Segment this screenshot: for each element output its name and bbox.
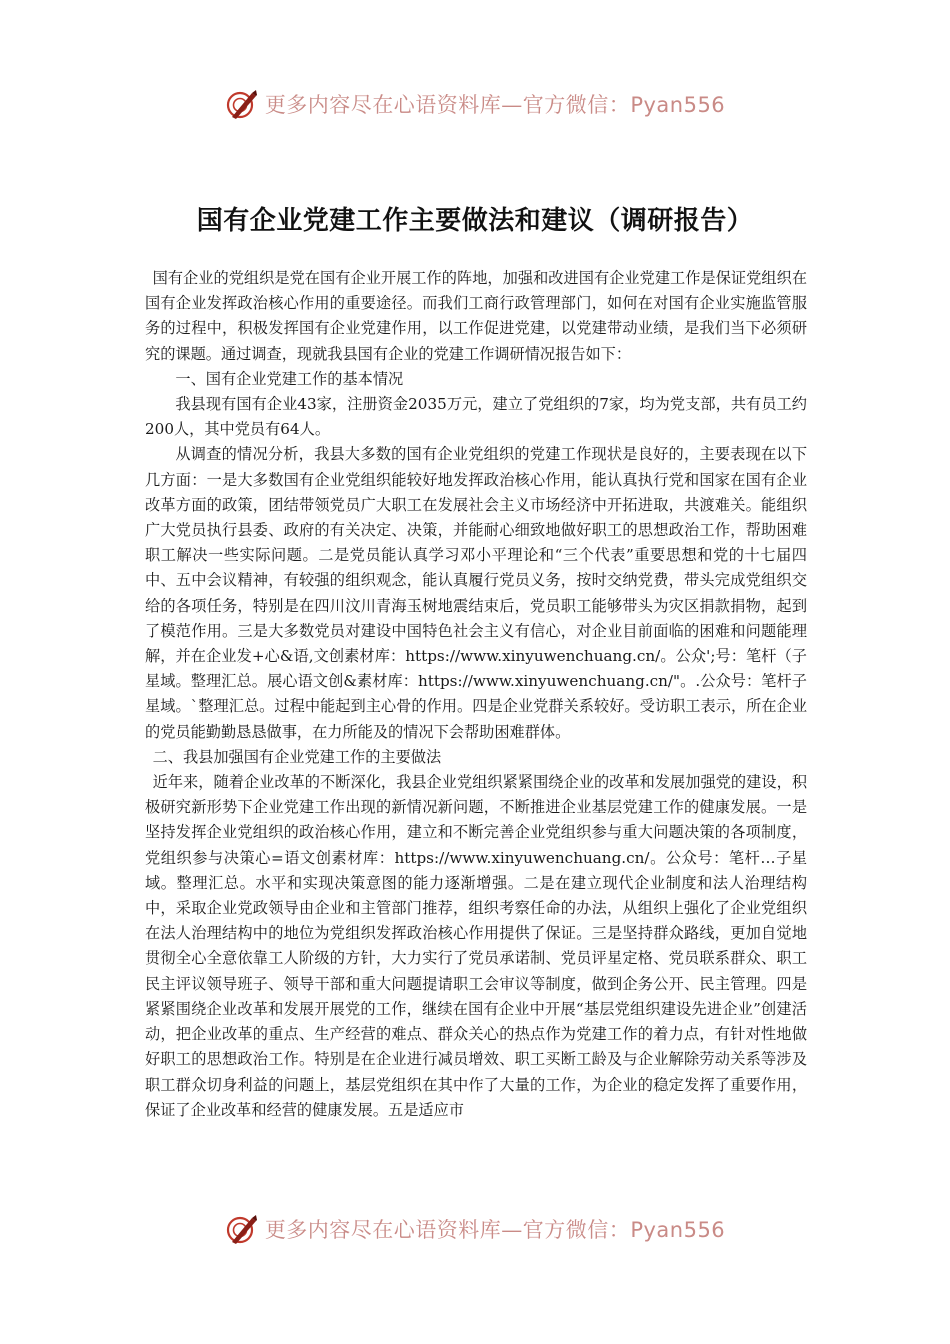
body-paragraph: 我县现有国有企业43家，注册资金2035万元，建立了党组织的7家，均为党支部，共有员工约200人，其中党员有64人。 <box>145 395 807 439</box>
banner-text: 更多内容尽在心语资料库—官方微信：Pyan556 <box>264 1218 726 1242</box>
banner-wechat-id: Pyan556 <box>630 1218 726 1242</box>
header-banner <box>0 84 950 124</box>
banner-wechat-id: Pyan556 <box>630 93 726 117</box>
footer-banner <box>0 1209 950 1249</box>
page-title: 国有企业党建工作主要做法和建议（调研报告） <box>196 206 754 236</box>
section-heading-2: 二、我县加强国有企业党建工作的主要做法 <box>152 747 442 766</box>
banner-text: 更多内容尽在心语资料库—官方微信：Pyan556 <box>264 93 726 117</box>
pen-logo-icon <box>225 1212 259 1246</box>
document-body <box>145 266 807 1123</box>
section-heading-1: 一、国有企业党建工作的基本情况 <box>175 369 404 388</box>
body-paragraph: 从调查的情况分析，我县大多数的国有企业党组织的党建工作现状是良好的，主要表现在以下几方面：一是大多数国有企业党组织能较好地发挥政治核心作用，能认真执行党和国家在国有企业改革方面的政策，团结带领党员广大职工在发展社会主义市场经济中开拓进取，共渡难关。能组织广大党员执行县委、政府的有关决定、决策，并能耐心细致地做好职工的思想政治工作，帮助困难职工解决一些实际问题。二是党员能认真学习邓小平理论和“三个代表”重要思想和党的十七届四中、五中会议精神，有较强的组织观念，能认真履行党员义务，按时交纳党费，带头完成党组织交给的各项任务，特别是在四川汶川青海玉树地震结束后，党员职工能够带头为灾区捐款捐物，起到了模范作用。三是大多数党员对建设中国特色社会主义有信心，对企业目前面临的困难和问题能理解，并在企业发+心&语,文创素材库：https://www.xinyuwenchuang.cn/。公众';号：笔杆（子星域。整理汇总。展心语文创&素材库：https://www.xinyuwenchuang.cn/"。.公众号：笔杆子星域。`整理汇总。过程中能起到主心骨的作用。四是企业党群关系较好。受访职工表示，所在企业的党员能勤勤恳恳做事，在力所能及的情况下会帮助困难群体。 <box>145 445 807 741</box>
body-paragraph: 近年来，随着企业改革的不断深化，我县企业党组织紧紧围绕企业的改革和发展加强党的建设，积极研究新形势下企业党建工作出现的新情况新问题，不断推进企业基层党建工作的健康发展。一是坚持发挥企业党组织的政治核心作用，建立和不断完善企业党组织参与重大问题决策的各项制度，党组织参与决策心=语文创素材库：https://www.xinyuwenchuang.cn/。公众号：笔杆…子星域。整理汇总。水平和实现决策意图的能力逐渐增强。二是在建立现代企业制度和法人治理结构中，采取企业党政领导由企业和主管部门推荐，组织考察任命的办法，从组织上强化了企业党组织在法人治理结构中的地位为党组织发挥政治核心作用提供了保证。三是坚持群众路线，更加自觉地贯彻全心全意依靠工人阶级的方针，大力实行了党员承诺制、党员评星定格、党员联系群众、职工民主评议领导班子、领导干部和重大问题提请职工会审议等制度，做到企务公开、民主管理。四是紧紧围绕企业改革和发展开展党的工作，继续在国有企业中开展“基层党组织建设先进企业”创建活动，把企业改革的重点、生产经营的难点、群众关心的热点作为党建工作的着力点，有针对性地做好职工的思想政治工作。特别是在企业进行减员增效、职工买断工龄及与企业解除劳动关系等涉及职工群众切身利益的问题上，基层党组织在其中作了大量的工作，为企业的稳定发挥了重要作用，保证了企业改革和经营的健康发展。五是适应市 <box>145 773 807 1119</box>
pen-logo-icon <box>225 87 259 121</box>
intro-paragraph: 国有企业的党组织是党在国有企业开展工作的阵地，加强和改进国有企业党建工作是保证党组织在国有企业发挥政治核心作用的重要途径。而我们工商行政管理部门，如何在对国有企业实施监管服务的过程中，积极发挥国有企业党建作用，以工作促进党建，以党建带动业绩，是我们当下必须研究的课题。通过调查，现就我县国有企业的党建工作调研情况报告如下： <box>145 269 807 363</box>
